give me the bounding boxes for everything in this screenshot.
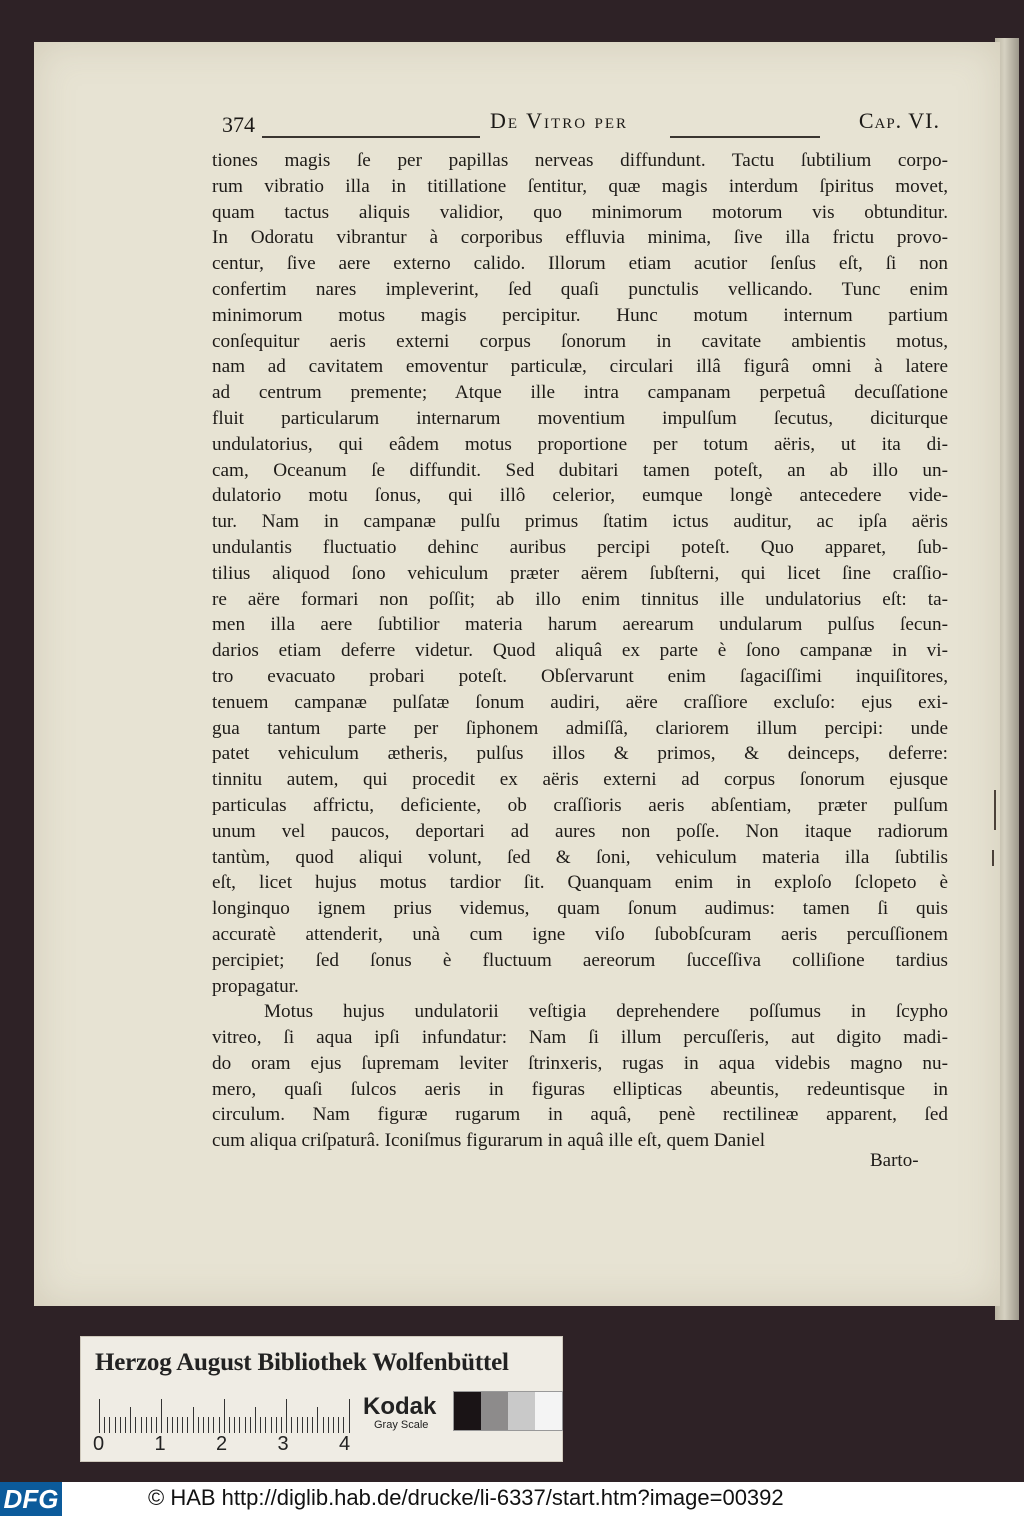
text-line: patet vehiculum ætheris, pulſus illos & primos, & deinceps, deferre: xyxy=(212,743,948,765)
color-calibration-bar xyxy=(80,1336,563,1462)
ruler-tick xyxy=(245,1417,246,1433)
ruler-tick xyxy=(198,1417,199,1433)
text-line: quam tactus aliquis validior, quo minimorum motorum vis obtunditur. xyxy=(212,201,948,223)
ruler-tick xyxy=(343,1417,344,1433)
text-line: rum vibratio illa in titillatione ſentitur, quæ magis interdum ſpiritus movet, xyxy=(212,175,948,197)
ruler-numbers xyxy=(91,1433,431,1457)
ruler-tick xyxy=(161,1399,162,1433)
ruler-tick xyxy=(297,1417,298,1433)
kodak-logo: Kodak xyxy=(363,1393,437,1420)
ruler-tick xyxy=(219,1417,220,1433)
ruler-tick xyxy=(333,1417,334,1433)
ruler-tick xyxy=(317,1407,318,1433)
text-line: accuratè attenderit, unà cum igne viſo ſubobſcuram aeris percuſſionem xyxy=(212,923,948,945)
copyright-link[interactable]: © HAB http://diglib.hab.de/drucke/li-6337/start.htm?image=00392 xyxy=(148,1485,784,1510)
text-line: longinquo ignem prius videmus, quam ſonum audimus: tamen ſi quis xyxy=(212,898,948,920)
gray-swatch xyxy=(454,1392,481,1430)
text-line: undulantis fluctuatio dehinc auribus percipi poteſt. Quo apparet, ſub- xyxy=(212,536,948,558)
text-line: confertim nares impleverint, ſed quaſi punctulis vellicando. Tunc enim xyxy=(212,278,948,300)
ruler-number: 2 xyxy=(216,1433,228,1455)
ruler-tick xyxy=(286,1399,287,1433)
text-line: ad centrum premente; Atque ille intra campanam perpetuâ decuſſatione xyxy=(212,382,948,404)
ruler-tick xyxy=(172,1417,173,1433)
ruler-tick xyxy=(338,1417,339,1433)
gray-scale-swatches xyxy=(453,1391,563,1431)
text-line: tilius aliquod ſono vehiculum præter aërem ſubſterni, qui licet ſine craſſio- xyxy=(212,562,948,584)
ruler-tick xyxy=(271,1417,272,1433)
ruler-tick xyxy=(276,1417,277,1433)
ruler-tick xyxy=(182,1417,183,1433)
ruler-tick xyxy=(193,1407,194,1433)
ruler-tick xyxy=(255,1407,256,1433)
page-number: 374 xyxy=(222,112,255,137)
margin-mark xyxy=(994,790,996,830)
text-line: cam, Oceanum ſe diffundit. Sed dubitari tamen poteſt, an ab illo un- xyxy=(212,459,948,481)
gray-swatch xyxy=(535,1392,562,1430)
text-line: dulatorio motu ſonus, qui illô celerior, eumque longè antecedere vide- xyxy=(212,485,948,507)
ruler-tick xyxy=(156,1417,157,1433)
ruler-tick xyxy=(224,1399,225,1433)
text-line: particulas affrictu, deficiente, ob craſſioris aeris abſentiam, præter pulſum xyxy=(212,794,948,816)
text-line: percipiet; ſed ſonus è fluctuum aereorum ſucceſſiva colliſione tardius xyxy=(212,949,948,971)
ruler-tick xyxy=(234,1417,235,1433)
text-line: eſt, licet hujus motus tardior ſit. Quanquam enim in exploſo ſclopeto è xyxy=(212,872,948,894)
ruler-tick xyxy=(146,1417,147,1433)
ruler-tick xyxy=(167,1417,168,1433)
head-rule-left xyxy=(262,136,480,138)
ruler-tick xyxy=(208,1417,209,1433)
ruler-tick xyxy=(302,1417,303,1433)
text-line: tenuem campanæ pulſatæ ſonum audiri, aëre craſſiore excluſo: ejus exi- xyxy=(212,691,948,713)
text-line: nam ad cavitatem emoventur particulæ, circulari illâ figurâ omni à latere xyxy=(212,356,948,378)
gray-swatch xyxy=(481,1392,508,1430)
text-line: tur. Nam in campanæ pulſu primus ſtatim ictus auditur, ac ipſa aëris xyxy=(212,511,948,533)
ruler-tick xyxy=(115,1417,116,1433)
ruler-tick xyxy=(135,1417,136,1433)
library-name: Herzog August Bibliothek Wolfenbüttel xyxy=(95,1349,509,1376)
ruler-tick xyxy=(239,1417,240,1433)
text-line: re aëre formari non poſſit; ab illo enim tinnitus ille undulatorius eſt: ta- xyxy=(212,588,948,610)
gray-swatch xyxy=(508,1392,535,1430)
ruler-tick xyxy=(312,1417,313,1433)
text-line: fluit particularum internarum moventium impulſum ſecutus, diciturque xyxy=(212,407,948,429)
head-rule-right xyxy=(670,136,820,138)
ruler-tick xyxy=(229,1417,230,1433)
ruler-tick xyxy=(130,1407,131,1433)
text-line: tinnitu autem, qui procedit ex aëris externi ad corpus ſonorum ejusque xyxy=(212,769,948,791)
ruler-tick xyxy=(349,1399,350,1433)
text-line: tiones magis ſe per papillas nerveas diffundunt. Tactu ſubtilium corpo- xyxy=(212,150,948,171)
running-title: De Vitro per xyxy=(490,108,629,133)
text-line: propagatur. xyxy=(212,975,299,997)
footer-bar xyxy=(0,1482,1024,1516)
text-line: tro evacuato probari poteſt. Obſervarunt enim ſagaciſſimi inquiſitores, xyxy=(212,665,948,687)
ruler-tick xyxy=(141,1417,142,1433)
text-line: do oram ejus ſupremam leviter ſtrinxeris, rugas in aqua videbis magno nu- xyxy=(212,1052,948,1074)
text-line: In Odoratu vibrantur à corporibus effluvia minima, ſive illa frictu provo- xyxy=(212,227,948,249)
text-line: mero, quaſi ſulcos aeris in figuras ellipticas abeuntis, redeuntisque in xyxy=(212,1078,948,1100)
text-line: gua tantum parte per ſiphonem admiſſâ, clariorem illum percipi: unde xyxy=(212,717,948,739)
ruler-tick xyxy=(125,1417,126,1433)
text-line: Motus hujus undulatorii veſtigia deprehendere poſſumus in ſcypho xyxy=(264,1001,948,1023)
ruler-tick xyxy=(260,1417,261,1433)
ruler-tick xyxy=(323,1417,324,1433)
ruler-tick xyxy=(109,1417,110,1433)
text-line: men illa aere ſubtilior materia harum aerearum undularum pulſus ſecun- xyxy=(212,614,948,636)
ruler-number: 3 xyxy=(277,1433,289,1455)
dfg-logo: DFG xyxy=(0,1482,62,1516)
chapter-label: Cap. VI. xyxy=(858,108,940,133)
ruler-tick xyxy=(187,1417,188,1433)
catchword: Barto- xyxy=(870,1150,919,1171)
text-line: vitreo, ſi aqua ipſi infundatur: Nam ſi illum percuſſeris, aut digito madi- xyxy=(212,1027,948,1049)
text-line: tantùm, quod aliqui volunt, ſed & ſoni, vehiculum materia illa ſubtilis xyxy=(212,846,948,868)
text-line: cum aliqua criſpaturâ. Iconiſmus figurarum in aquâ ille eſt, quem Daniel xyxy=(212,1130,766,1152)
body-text xyxy=(212,148,948,1154)
text-line: centur, ſive aere externo calido. Illorum etiam acutior ſenſus eſt, ſi non xyxy=(212,253,948,275)
text-line: unum vel paucos, deportari ad aures non poſſe. Non itaque radiorum xyxy=(212,820,948,842)
text-line: conſequitur aeris externi corpus ſonorum in cavitate ambientis motus, xyxy=(212,330,948,352)
text-line: circulum. Nam figuræ rugarum in aquâ, penè rectilineæ apparent, ſed xyxy=(212,1104,948,1126)
ruler-tick xyxy=(265,1417,266,1433)
gray-scale-label: Gray Scale xyxy=(374,1419,429,1431)
ruler-number: 1 xyxy=(154,1433,166,1455)
ruler-tick xyxy=(250,1417,251,1433)
ruler-tick xyxy=(104,1417,105,1433)
ruler-tick xyxy=(151,1417,152,1433)
ruler-tick xyxy=(281,1417,282,1433)
text-line: undulatorius, qui eâdem motus proportione per totum aëris, ut ita di- xyxy=(212,433,948,455)
text-line: minimorum motus magis percipitur. Hunc motum internum partium xyxy=(212,304,948,326)
ruler-tick xyxy=(177,1417,178,1433)
running-head xyxy=(222,108,944,142)
ruler-tick xyxy=(99,1399,100,1433)
ruler-tick xyxy=(328,1417,329,1433)
ruler-tick xyxy=(213,1417,214,1433)
ruler-tick xyxy=(307,1417,308,1433)
text-line: darios etiam deferre videtur. Quod aliquâ ex parte è ſono campanæ in vi- xyxy=(212,640,948,662)
margin-mark xyxy=(992,850,994,866)
ruler-number: 0 xyxy=(93,1433,105,1455)
ruler-tick xyxy=(120,1417,121,1433)
ruler-tick xyxy=(291,1417,292,1433)
ruler-number: 4 xyxy=(339,1433,351,1455)
ruler-tick xyxy=(203,1417,204,1433)
